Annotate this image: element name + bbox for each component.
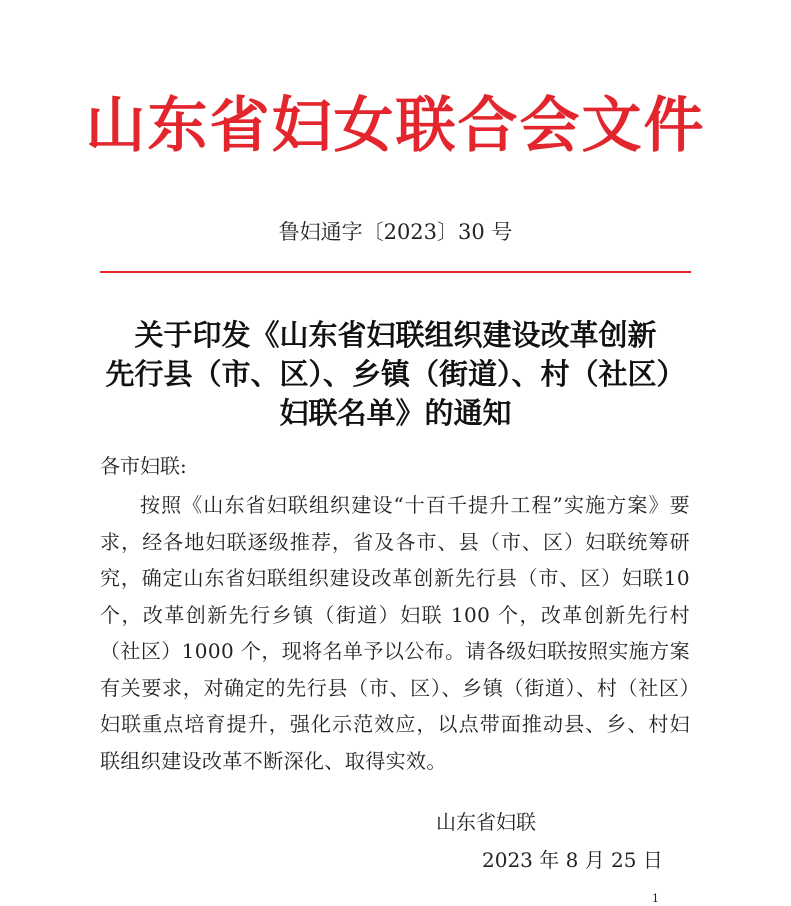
document-header-title: 山东省妇女联合会文件: [85, 91, 706, 161]
notice-body-paragraph: 按照《山东省妇联组织建设“十百千提升工程”实施方案》要求，经各地妇联逐级推荐，省及各市、县（市、区）妇联统筹研究，确定山东省妇联组织建设改革创新先行县（市、区）妇联10个，改革创新先行乡镇（街道）妇联 100 个，改革创新先行村（社区）1000 个，现将名单予以公布。请各级妇联按照实施方案有关要求，对确定的先行县（市、区）、乡镇（街道）、村（社区）妇联重点培育提升，强化示范效应，以点带面推动县、乡、村妇联组织建设改革不断深化、取得实效。: [100, 493, 690, 773]
page-number: 1: [652, 892, 659, 905]
notice-title: [80, 316, 711, 433]
signature-organization: 山东省妇联: [436, 810, 536, 834]
notice-title-line-3: 妇联名单》的通知: [279, 396, 512, 430]
notice-title-line-2: 先行县（市、区）、乡镇（街道）、村（社区）: [105, 357, 686, 391]
salutation: 各市妇联:: [100, 454, 187, 478]
signature-date: 2023 年 8 月 25 日: [482, 848, 663, 872]
notice-title-line-1: 关于印发《山东省妇联组织建设改革创新: [134, 318, 657, 352]
document-number: 鲁妇通字〔2023〕30 号: [278, 220, 513, 244]
red-divider-line: [100, 271, 691, 273]
